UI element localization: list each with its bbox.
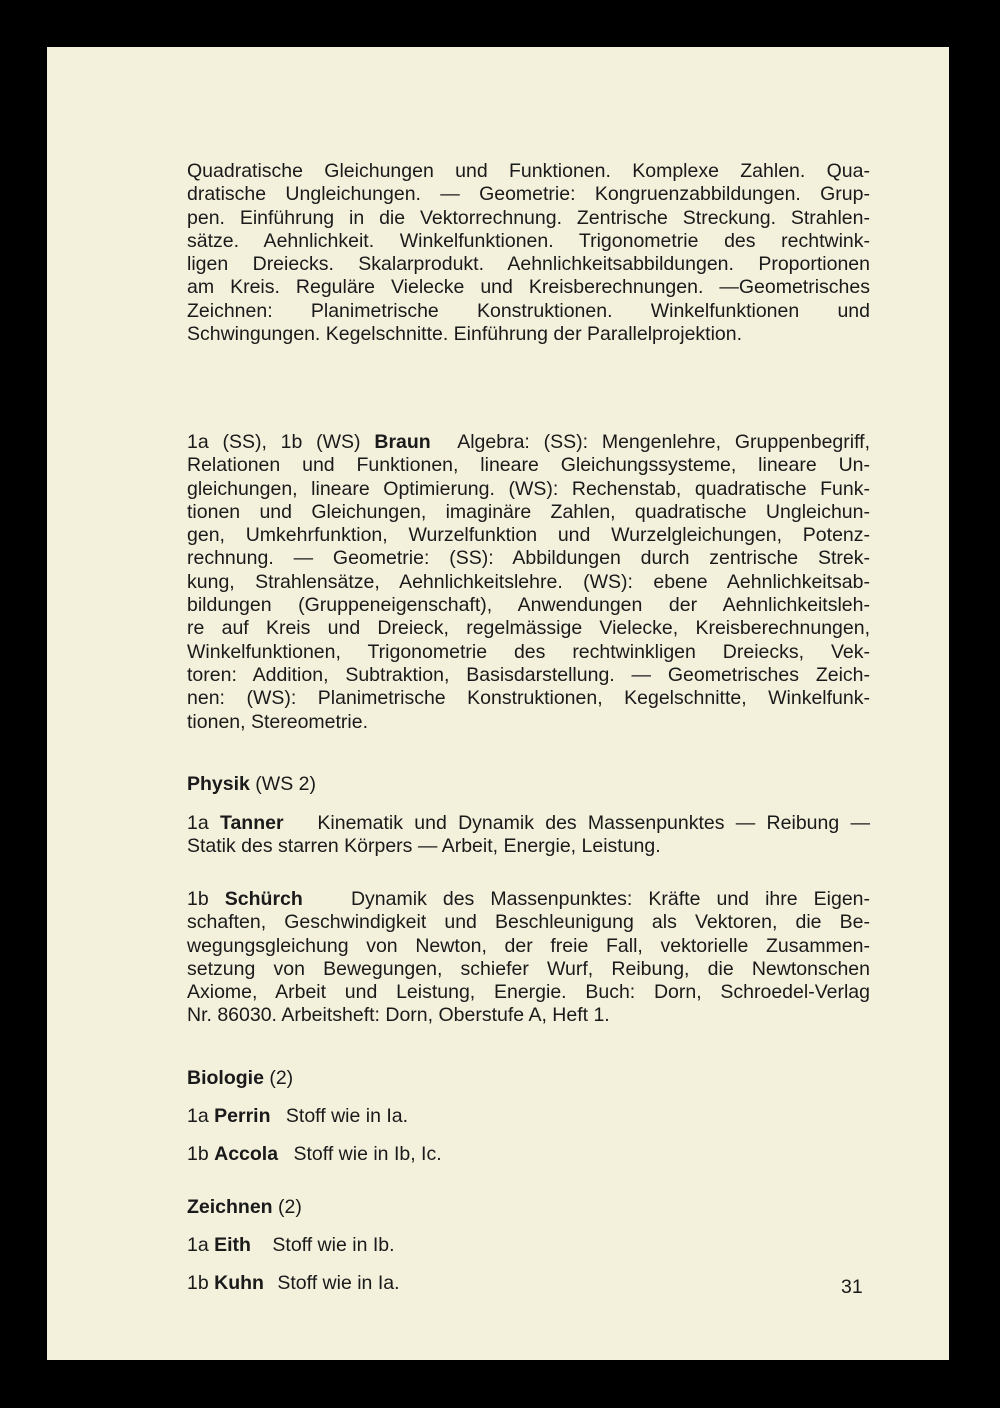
schuerch-text: Dynamik des Massenpunktes: Kräfte und ihre Eigen-: [350, 888, 871, 910]
intro-line: sätze. Aehnlichkeit. Winkelfunktionen. Trigonometrie des rechtwink-: [187, 229, 870, 252]
class-prefix: 1a: [187, 1234, 209, 1256]
braun-line: bildungen (Gruppeneigenschaft), Anwendungen der Aehnlichkeitsleh-: [187, 594, 870, 617]
section-hours: (2): [278, 1196, 302, 1218]
section-title: Physik: [187, 773, 250, 795]
page-number: 31: [841, 1276, 863, 1298]
braun-line: gleichungen, lineare Optimierung. (WS): Rechenstab, quadratische Funk-: [187, 477, 870, 500]
class-prefix: 1b: [187, 1143, 209, 1165]
teacher-name: Braun: [374, 431, 431, 453]
intro-line: Schwingungen. Kegelschnitte. Einführung der Parallelprojektion.: [187, 323, 743, 346]
intro-line: pen. Einführung in die Vektorrechnung. Zentrische Streckung. Strahlen-: [187, 206, 870, 229]
class-prefix: 1a (SS), 1b (WS): [187, 431, 361, 453]
braun-line: rechnung. — Geometrie: (SS): Abbildungen durch zentrische Strek-: [187, 547, 870, 570]
schuerch-first-line: [187, 888, 870, 911]
zeichnen-entry-eith: [187, 1234, 395, 1257]
entry-text: Stoff wie in Ib.: [272, 1234, 395, 1256]
schuerch-line: schaften, Geschwindigkeit und Beschleunigung als Vektoren, die Be-: [187, 911, 870, 934]
zeichnen-entry-kuhn: [187, 1272, 400, 1295]
section-hours: (WS 2): [255, 773, 316, 795]
class-prefix: 1a: [187, 1105, 209, 1127]
zeichnen-heading: [187, 1196, 302, 1219]
class-prefix: 1b: [187, 888, 209, 910]
intro-line: ligen Dreiecks. Skalarprodukt. Aehnlichkeitsabbildungen. Proportionen: [187, 253, 870, 276]
biologie-heading: [187, 1067, 293, 1090]
class-prefix: 1b: [187, 1272, 209, 1294]
schuerch-line: wegungsgleichung von Newton, der freie Fall, vektorielle Zusammen-: [187, 934, 870, 957]
tanner-line: Statik des starren Körpers — Arbeit, Energie, Leistung.: [187, 835, 661, 858]
intro-line: Zeichnen: Planimetrische Konstruktionen. Winkelfunktionen und: [187, 299, 870, 322]
entry-text: Stoff wie in Ia.: [285, 1105, 409, 1127]
document-page: [47, 47, 949, 1360]
braun-text: Algebra: (SS): Mengenlehre, Gruppenbegriff,: [457, 431, 871, 453]
intro-line: Quadratische Gleichungen und Funktionen. Komplexe Zahlen. Qua-: [187, 160, 870, 182]
braun-line: tionen, Stereometrie.: [187, 710, 369, 733]
braun-line: nen: (WS): Planimetrische Konstruktionen, Kegelschnitte, Winkelfunk-: [187, 687, 870, 710]
intro-line: dratische Ungleichungen. — Geometrie: Kongruenzabbildungen. Grup-: [187, 183, 870, 206]
section-title: Zeichnen: [187, 1196, 273, 1218]
schuerch-line: setzung von Bewegungen, schiefer Wurf, Reibung, die Newtonschen: [187, 957, 870, 980]
class-prefix: 1a: [187, 812, 209, 834]
braun-line: Relationen und Funktionen, lineare Gleichungssysteme, lineare Un-: [187, 454, 870, 477]
braun-line: toren: Addition, Subtraktion, Basisdarstellung. — Geometrisches Zeich-: [187, 663, 870, 686]
teacher-name: Eith: [214, 1234, 251, 1256]
biologie-entry-perrin: [187, 1105, 408, 1128]
braun-line: kung, Strahlensätze, Aehnlichkeitslehre. (WS): ebene Aehnlichkeitsab-: [187, 570, 870, 593]
teacher-name: Accola: [214, 1143, 279, 1165]
schuerch-line: Axiome, Arbeit und Leistung, Energie. Buch: Dorn, Schroedel-Verlag: [187, 981, 870, 1004]
tanner-paragraph: [187, 812, 870, 859]
teacher-name: Perrin: [214, 1105, 271, 1127]
teacher-name: Schürch: [224, 888, 303, 910]
physik-heading: [187, 773, 316, 796]
biologie-entry-accola: [187, 1143, 442, 1166]
braun-first-line: [187, 431, 870, 454]
tanner-first-line: [187, 812, 870, 835]
teacher-name: Tanner: [219, 812, 284, 834]
intro-paragraph: [187, 160, 870, 346]
braun-line: tionen und Gleichungen, imaginäre Zahlen, quadratische Ungleichun-: [187, 500, 870, 523]
schuerch-line: Nr. 86030. Arbeitsheft: Dorn, Oberstufe A, Heft 1.: [187, 1004, 610, 1027]
intro-line: am Kreis. Reguläre Vielecke und Kreisberechnungen. —Geometrisches: [187, 276, 870, 299]
braun-line: re auf Kreis und Dreieck, regelmässige Vielecke, Kreisberechnungen,: [187, 617, 870, 640]
section-title: Biologie: [187, 1067, 264, 1089]
braun-paragraph: [187, 431, 870, 734]
braun-line: gen, Umkehrfunktion, Wurzelfunktion und Wurzelgleichungen, Potenz-: [187, 524, 870, 547]
schuerch-paragraph: [187, 888, 870, 1028]
teacher-name: Kuhn: [214, 1272, 264, 1294]
entry-text: Stoff wie in Ib, Ic.: [293, 1143, 442, 1165]
tanner-text: Kinematik und Dynamik des Massenpunktes — Reibung —: [317, 812, 870, 834]
braun-line: Winkelfunktionen, Trigonometrie des rechtwinkligen Dreiecks, Vek-: [187, 640, 870, 663]
entry-text: Stoff wie in Ia.: [277, 1272, 400, 1294]
section-hours: (2): [269, 1067, 294, 1089]
